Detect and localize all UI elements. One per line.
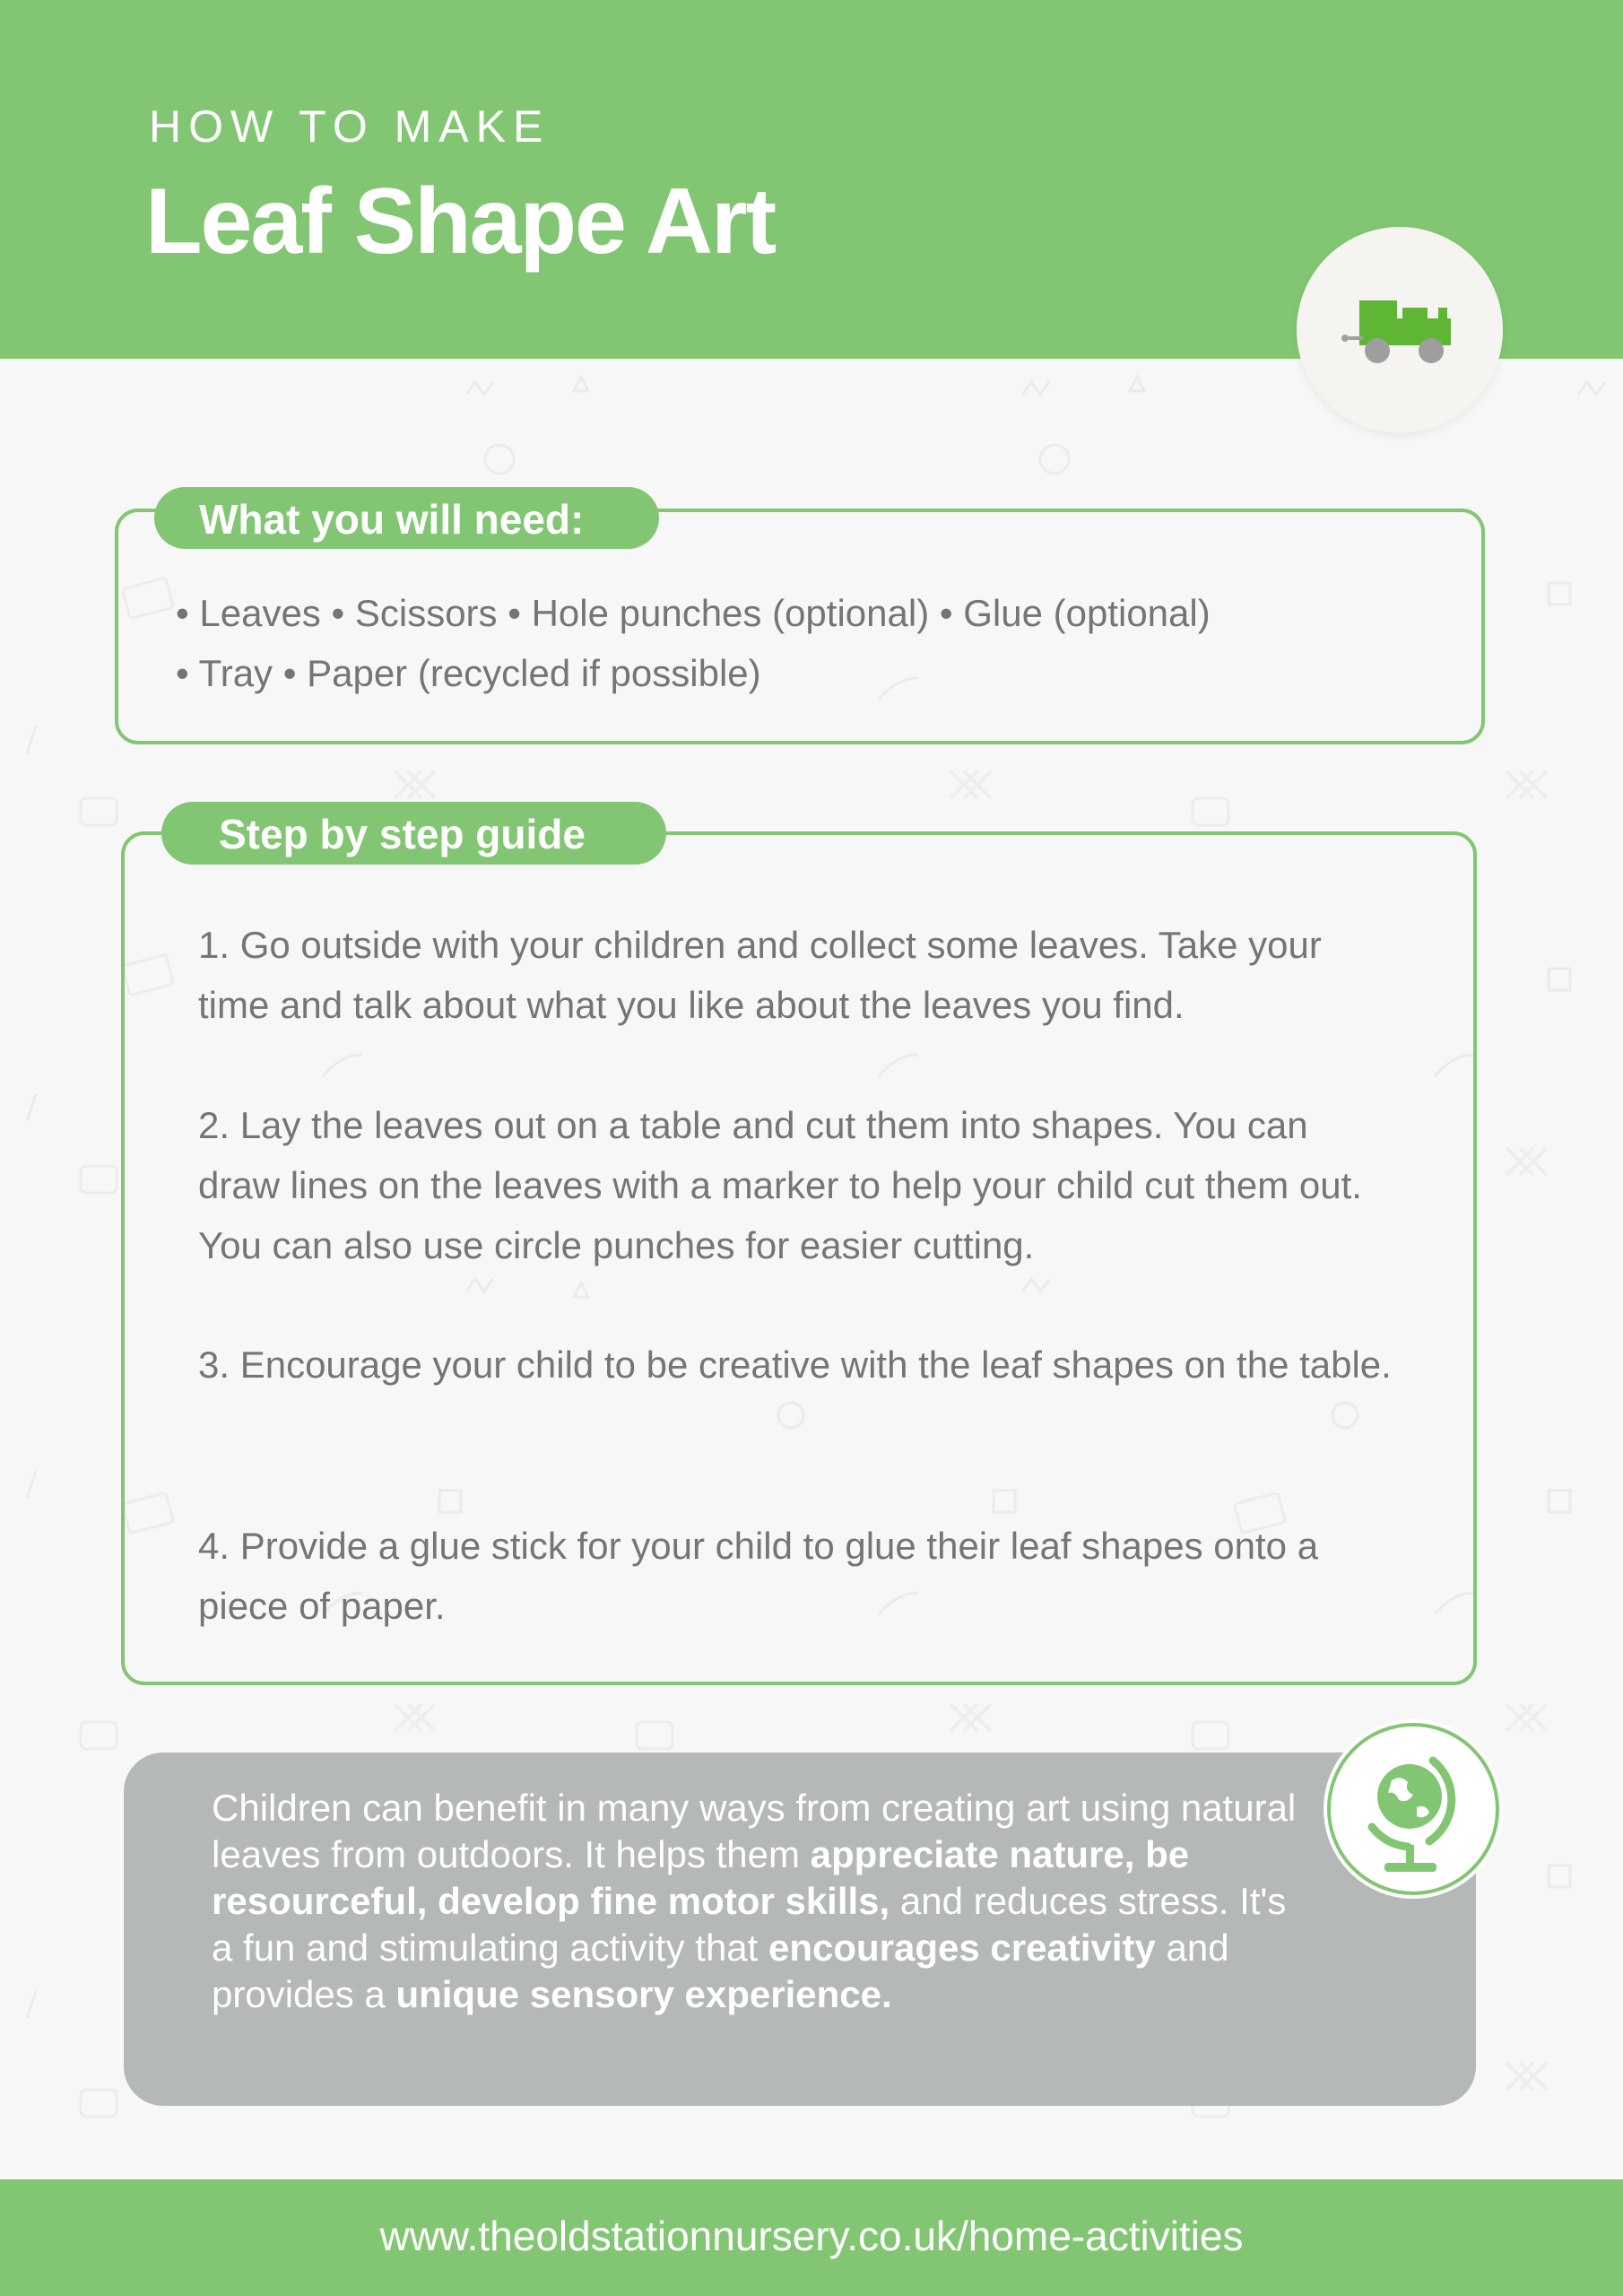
train-badge [1297,227,1503,433]
benefits-text-part-1: Children can benefit in many ways from creating art using natural leaves from outdoors. It helps them [212,1787,1297,1875]
guide-heading: Step by step guide [161,802,666,865]
page-title: Leaf Shape Art [145,170,776,274]
footer-url-link[interactable]: www.theoldstationnursery.co.uk/home-activities [379,2213,1244,2259]
needs-list-line-1: • Leaves • Scissors • Hole punches (optional) • Glue (optional) [176,592,1211,634]
benefits-highlight-1: appreciate nature, be resourceful, develop fine motor skills, [212,1833,1190,1922]
needs-list-line-2: • Tray • Paper (recycled if possible) [176,652,761,694]
benefits-text-part-2: and reduces stress. It's a fun and stimulating activity that [212,1880,1287,1969]
guide-step-2: 2. Lay the leaves out on a table and cut them into shapes. You can draw lines on the leaves with a marker to help your child cut them out. You can also use circle punches for easier cutting. [198,1104,1362,1266]
needs-heading: What you will need: [154,487,659,549]
footer-banner [0,2179,1623,2296]
train-icon [1341,281,1458,379]
guide-step-3: 3. Encourage your child to be creative with the leaf shapes on the table. [198,1344,1392,1386]
benefits-highlight-3: unique sensory experience. [395,1973,892,2015]
header-kicker: HOW TO MAKE [149,101,551,152]
benefits-text-part-3: and provides a [212,1926,1229,2015]
guide-step-1: 1. Go outside with your children and collect some leaves. Take your time and talk about what you like about the leaves you find. [198,924,1322,1026]
needs-list [176,583,1431,703]
globe-badge [1324,1719,1503,1899]
globe-icon [1354,1744,1471,1879]
guide-step-4: 4. Provide a glue stick for your child to glue their leaf shapes onto a piece of paper. [198,1525,1319,1627]
benefits-highlight-2: encourages creativity [768,1926,1156,1969]
benefits-text [212,1785,1315,2018]
